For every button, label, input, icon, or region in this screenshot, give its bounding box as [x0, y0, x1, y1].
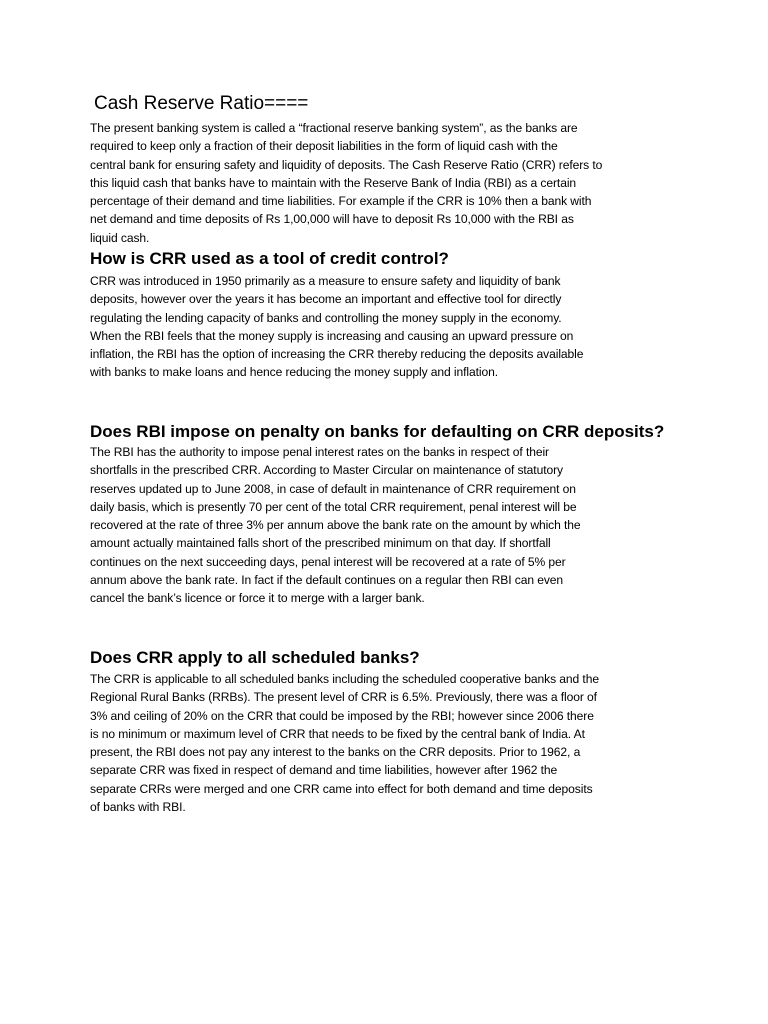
paragraph-line: this liquid cash that banks have to maintain with the Reserve Bank of India (RBI) as a certain — [90, 175, 577, 190]
paragraph-line: present, the RBI does not pay any interest to the banks on the CRR deposits. Prior to 1962, a — [90, 745, 581, 760]
paragraph-line: 3% and ceiling of 20% on the CRR that could be imposed by the RBI; however since 2006 there — [90, 708, 594, 723]
penalty-paragraph — [90, 443, 690, 608]
paragraph-line: deposits, however over the years it has become an important and effective tool for directly — [90, 292, 562, 307]
paragraph-line: inflation, the RBI has the option of increasing the CRR thereby reducing the deposits available — [90, 347, 584, 362]
section-heading-scheduled-banks: Does CRR apply to all scheduled banks? — [90, 648, 420, 667]
paragraph-line: regulating the lending capacity of banks and controlling the money supply in the economy. — [90, 310, 562, 325]
paragraph-line: annum above the bank rate. In fact if the default continues on a regular then RBI can even — [90, 573, 564, 588]
paragraph-line: with banks to make loans and hence reducing the money supply and inflation. — [90, 365, 498, 380]
credit-control-paragraph — [90, 272, 690, 382]
paragraph-line: required to keep only a fraction of their deposit liabilities in the form of liquid cash with the — [90, 139, 558, 154]
paragraph-line: percentage of their demand and time liabilities. For example if the CRR is 10% then a bank with — [90, 194, 592, 209]
page-title: Cash Reserve Ratio==== — [94, 93, 309, 114]
paragraph-line: cancel the bank’s licence or force it to merge with a larger bank. — [90, 591, 425, 606]
scheduled-banks-paragraph — [90, 670, 690, 816]
paragraph-line: net demand and time deposits of Rs 1,00,000 will have to deposit Rs 10,000 with the RBI as — [90, 212, 574, 227]
paragraph-line: liquid cash. — [90, 230, 150, 245]
paragraph-line: central bank for ensuring safety and liquidity of deposits. The Cash Reserve Ratio (CRR) refers to — [90, 157, 603, 172]
paragraph-line: is no minimum or maximum level of CRR that needs to be fixed by the central bank of India. At — [90, 726, 585, 741]
section-heading-penalty: Does RBI impose on penalty on banks for defaulting on CRR deposits? — [90, 422, 665, 441]
paragraph-line: The RBI has the authority to impose penal interest rates on the banks in respect of their — [90, 445, 549, 459]
paragraph-line: shortfalls in the prescribed CRR. According to Master Circular on maintenance of statutory — [90, 463, 563, 478]
paragraph-line: amount actually maintained falls short of the prescribed minimum on that day. If shortfall — [90, 536, 551, 551]
paragraph-line: CRR was introduced in 1950 primarily as a measure to ensure safety and liquidity of bank — [90, 274, 561, 288]
paragraph-line: The CRR is applicable to all scheduled banks including the scheduled cooperative banks and the — [90, 672, 599, 686]
paragraph-line: separate CRRs were merged and one CRR came into effect for both demand and time deposits — [90, 781, 593, 796]
paragraph-line: continues on the next succeeding days, penal interest will be recovered at a rate of 5% per — [90, 554, 566, 569]
paragraph-line: When the RBI feels that the money supply is increasing and causing an upward pressure on — [90, 328, 574, 343]
paragraph-line: reserves updated up to June 2008, in case of default in maintenance of CRR requirement on — [90, 481, 576, 496]
paragraph-line: Regional Rural Banks (RRBs). The present level of CRR is 6.5%. Previously, there was a floor of — [90, 690, 597, 705]
paragraph-line: separate CRR was fixed in respect of demand and time liabilities, however after 1962 the — [90, 763, 558, 778]
section-heading-credit-control: How is CRR used as a tool of credit control? — [90, 249, 449, 268]
paragraph-line: The present banking system is called a “fractional reserve banking system”, as the banks are — [90, 121, 578, 135]
intro-paragraph — [90, 119, 690, 247]
paragraph-line: of banks with RBI. — [90, 800, 186, 815]
paragraph-line: daily basis, which is presently 70 per cent of the total CRR requirement, penal interest will be — [90, 499, 577, 514]
paragraph-line: recovered at the rate of three 3% per annum above the bank rate on the amount by which the — [90, 518, 581, 533]
